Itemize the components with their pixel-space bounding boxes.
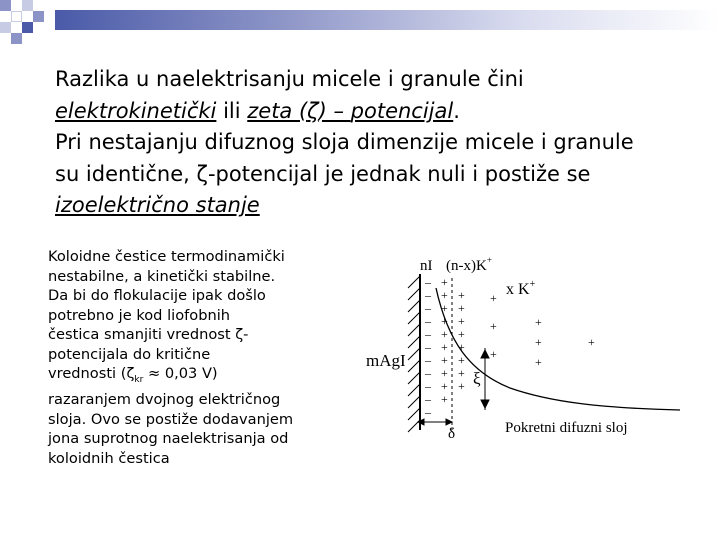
critical-subscript: kr bbox=[134, 374, 144, 385]
potential-word: potencijal bbox=[350, 98, 454, 123]
side-line: čestica smanjiti vrednost ζ- bbox=[48, 326, 249, 343]
main-line-4 bbox=[55, 159, 715, 191]
zeta-arrow bbox=[481, 350, 489, 408]
svg-text:+: + bbox=[458, 340, 465, 354]
svg-text:+: + bbox=[441, 288, 448, 302]
period: . bbox=[453, 98, 460, 123]
svg-text:–: – bbox=[425, 275, 431, 289]
side-text bbox=[48, 247, 348, 468]
svg-text:+: + bbox=[458, 379, 465, 393]
label-magi: mAgI bbox=[366, 351, 406, 370]
critical-value: ≈ 0,03 V) bbox=[143, 365, 218, 382]
svg-text:+: + bbox=[458, 288, 465, 302]
text-potential-zero: -potencijal je jednak nuli i postiže se bbox=[207, 161, 591, 186]
svg-text:+: + bbox=[458, 327, 465, 341]
svg-text:+: + bbox=[490, 291, 497, 305]
header-decor-square bbox=[22, 22, 33, 33]
main-line-1: Razlika u naelektrisanju micele i granule čini bbox=[55, 67, 524, 91]
zeta-symbol: ζ bbox=[307, 98, 319, 123]
delta-arrow bbox=[418, 419, 452, 425]
side-line: potrebno je kod liofobnih bbox=[48, 306, 231, 324]
svg-text:+: + bbox=[441, 353, 448, 367]
svg-text:+: + bbox=[441, 392, 448, 406]
diffuse-positive-charges bbox=[490, 291, 595, 369]
svg-text:+: + bbox=[490, 319, 497, 333]
text-or: ili bbox=[216, 98, 248, 123]
header-gradient-bar bbox=[55, 10, 720, 30]
side-line: potencijala do kritične bbox=[48, 345, 211, 363]
particle-surface-hatch bbox=[408, 274, 420, 432]
svg-text:+: + bbox=[441, 379, 448, 393]
zeta-word: zeta ( bbox=[247, 98, 308, 123]
svg-text:+: + bbox=[535, 315, 542, 329]
svg-text:–: – bbox=[425, 392, 431, 406]
header-decor-square bbox=[33, 11, 44, 22]
critical-value-open: vrednosti (ζ bbox=[48, 365, 135, 382]
side-line: koloidnih čestica bbox=[48, 449, 170, 467]
label-nxk: (n-x)K+ bbox=[446, 255, 492, 274]
svg-text:+: + bbox=[458, 314, 465, 328]
surface-negative-charges bbox=[424, 275, 432, 419]
zeta-symbol: ζ bbox=[196, 161, 208, 186]
main-line-5 bbox=[55, 190, 715, 222]
svg-text:+: + bbox=[441, 314, 448, 328]
delta-label: δ bbox=[448, 426, 456, 442]
svg-text:–: – bbox=[425, 340, 431, 354]
svg-text:–: – bbox=[425, 288, 431, 302]
side-line: Koloidne čestice termodinamički bbox=[48, 248, 285, 265]
side-line: sloja. Ovo se postiže dodavanjem bbox=[48, 410, 294, 428]
label-xk: x K+ bbox=[506, 279, 536, 298]
svg-text:–: – bbox=[425, 353, 431, 367]
label-diffuse-layer: Pokretni difuzni sloj bbox=[505, 420, 628, 436]
svg-text:+: + bbox=[458, 301, 465, 315]
header-decor-square bbox=[11, 33, 22, 44]
svg-text:–: – bbox=[425, 301, 431, 315]
svg-text:–: – bbox=[425, 366, 431, 380]
double-layer-diagram bbox=[360, 252, 710, 442]
svg-text:+: + bbox=[535, 335, 542, 349]
svg-text:+: + bbox=[458, 353, 465, 367]
svg-text:–: – bbox=[425, 379, 431, 393]
svg-text:+: + bbox=[441, 340, 448, 354]
term-isoelectric: izoelektrično stanje bbox=[55, 193, 260, 217]
term-electrokinetic: elektrokinetički bbox=[55, 98, 217, 123]
side-line: razaranjem dvojnog električnog bbox=[48, 391, 281, 409]
svg-text:+: + bbox=[441, 275, 448, 289]
svg-text:+: + bbox=[588, 335, 595, 349]
svg-text:+: + bbox=[441, 366, 448, 380]
header-decor-square bbox=[0, 0, 11, 11]
svg-text:–: – bbox=[425, 327, 431, 341]
term-zeta bbox=[247, 99, 453, 123]
adsorbed-positive-charges bbox=[441, 275, 465, 406]
svg-text:+: + bbox=[441, 301, 448, 315]
header-decor-square bbox=[0, 22, 11, 33]
main-line-3: Pri nestajanju difuznog sloja dimenzije micele i granule bbox=[55, 130, 634, 154]
zeta-dash: ) – bbox=[318, 98, 351, 123]
svg-text:+: + bbox=[458, 366, 465, 380]
potential-curve bbox=[436, 288, 680, 410]
text-identical: su identične, bbox=[55, 161, 197, 186]
svg-text:+: + bbox=[535, 355, 542, 369]
main-line-2 bbox=[55, 96, 715, 128]
svg-text:–: – bbox=[425, 405, 431, 419]
label-ni: nI bbox=[420, 258, 433, 274]
svg-text:+: + bbox=[490, 347, 497, 361]
side-line: nestabilne, a kinetički stabilne. bbox=[48, 267, 276, 285]
header-decor-square bbox=[11, 11, 22, 22]
side-line bbox=[48, 364, 348, 390]
zeta-label: ξ bbox=[473, 369, 481, 388]
svg-text:+: + bbox=[441, 327, 448, 341]
main-text bbox=[55, 64, 715, 222]
header-decor-square bbox=[22, 0, 33, 11]
side-line: jona suprotnog naelektrisanja od bbox=[48, 430, 289, 448]
side-line: Da bi do flokulacije ipak došlo bbox=[48, 287, 266, 304]
svg-text:–: – bbox=[425, 314, 431, 328]
